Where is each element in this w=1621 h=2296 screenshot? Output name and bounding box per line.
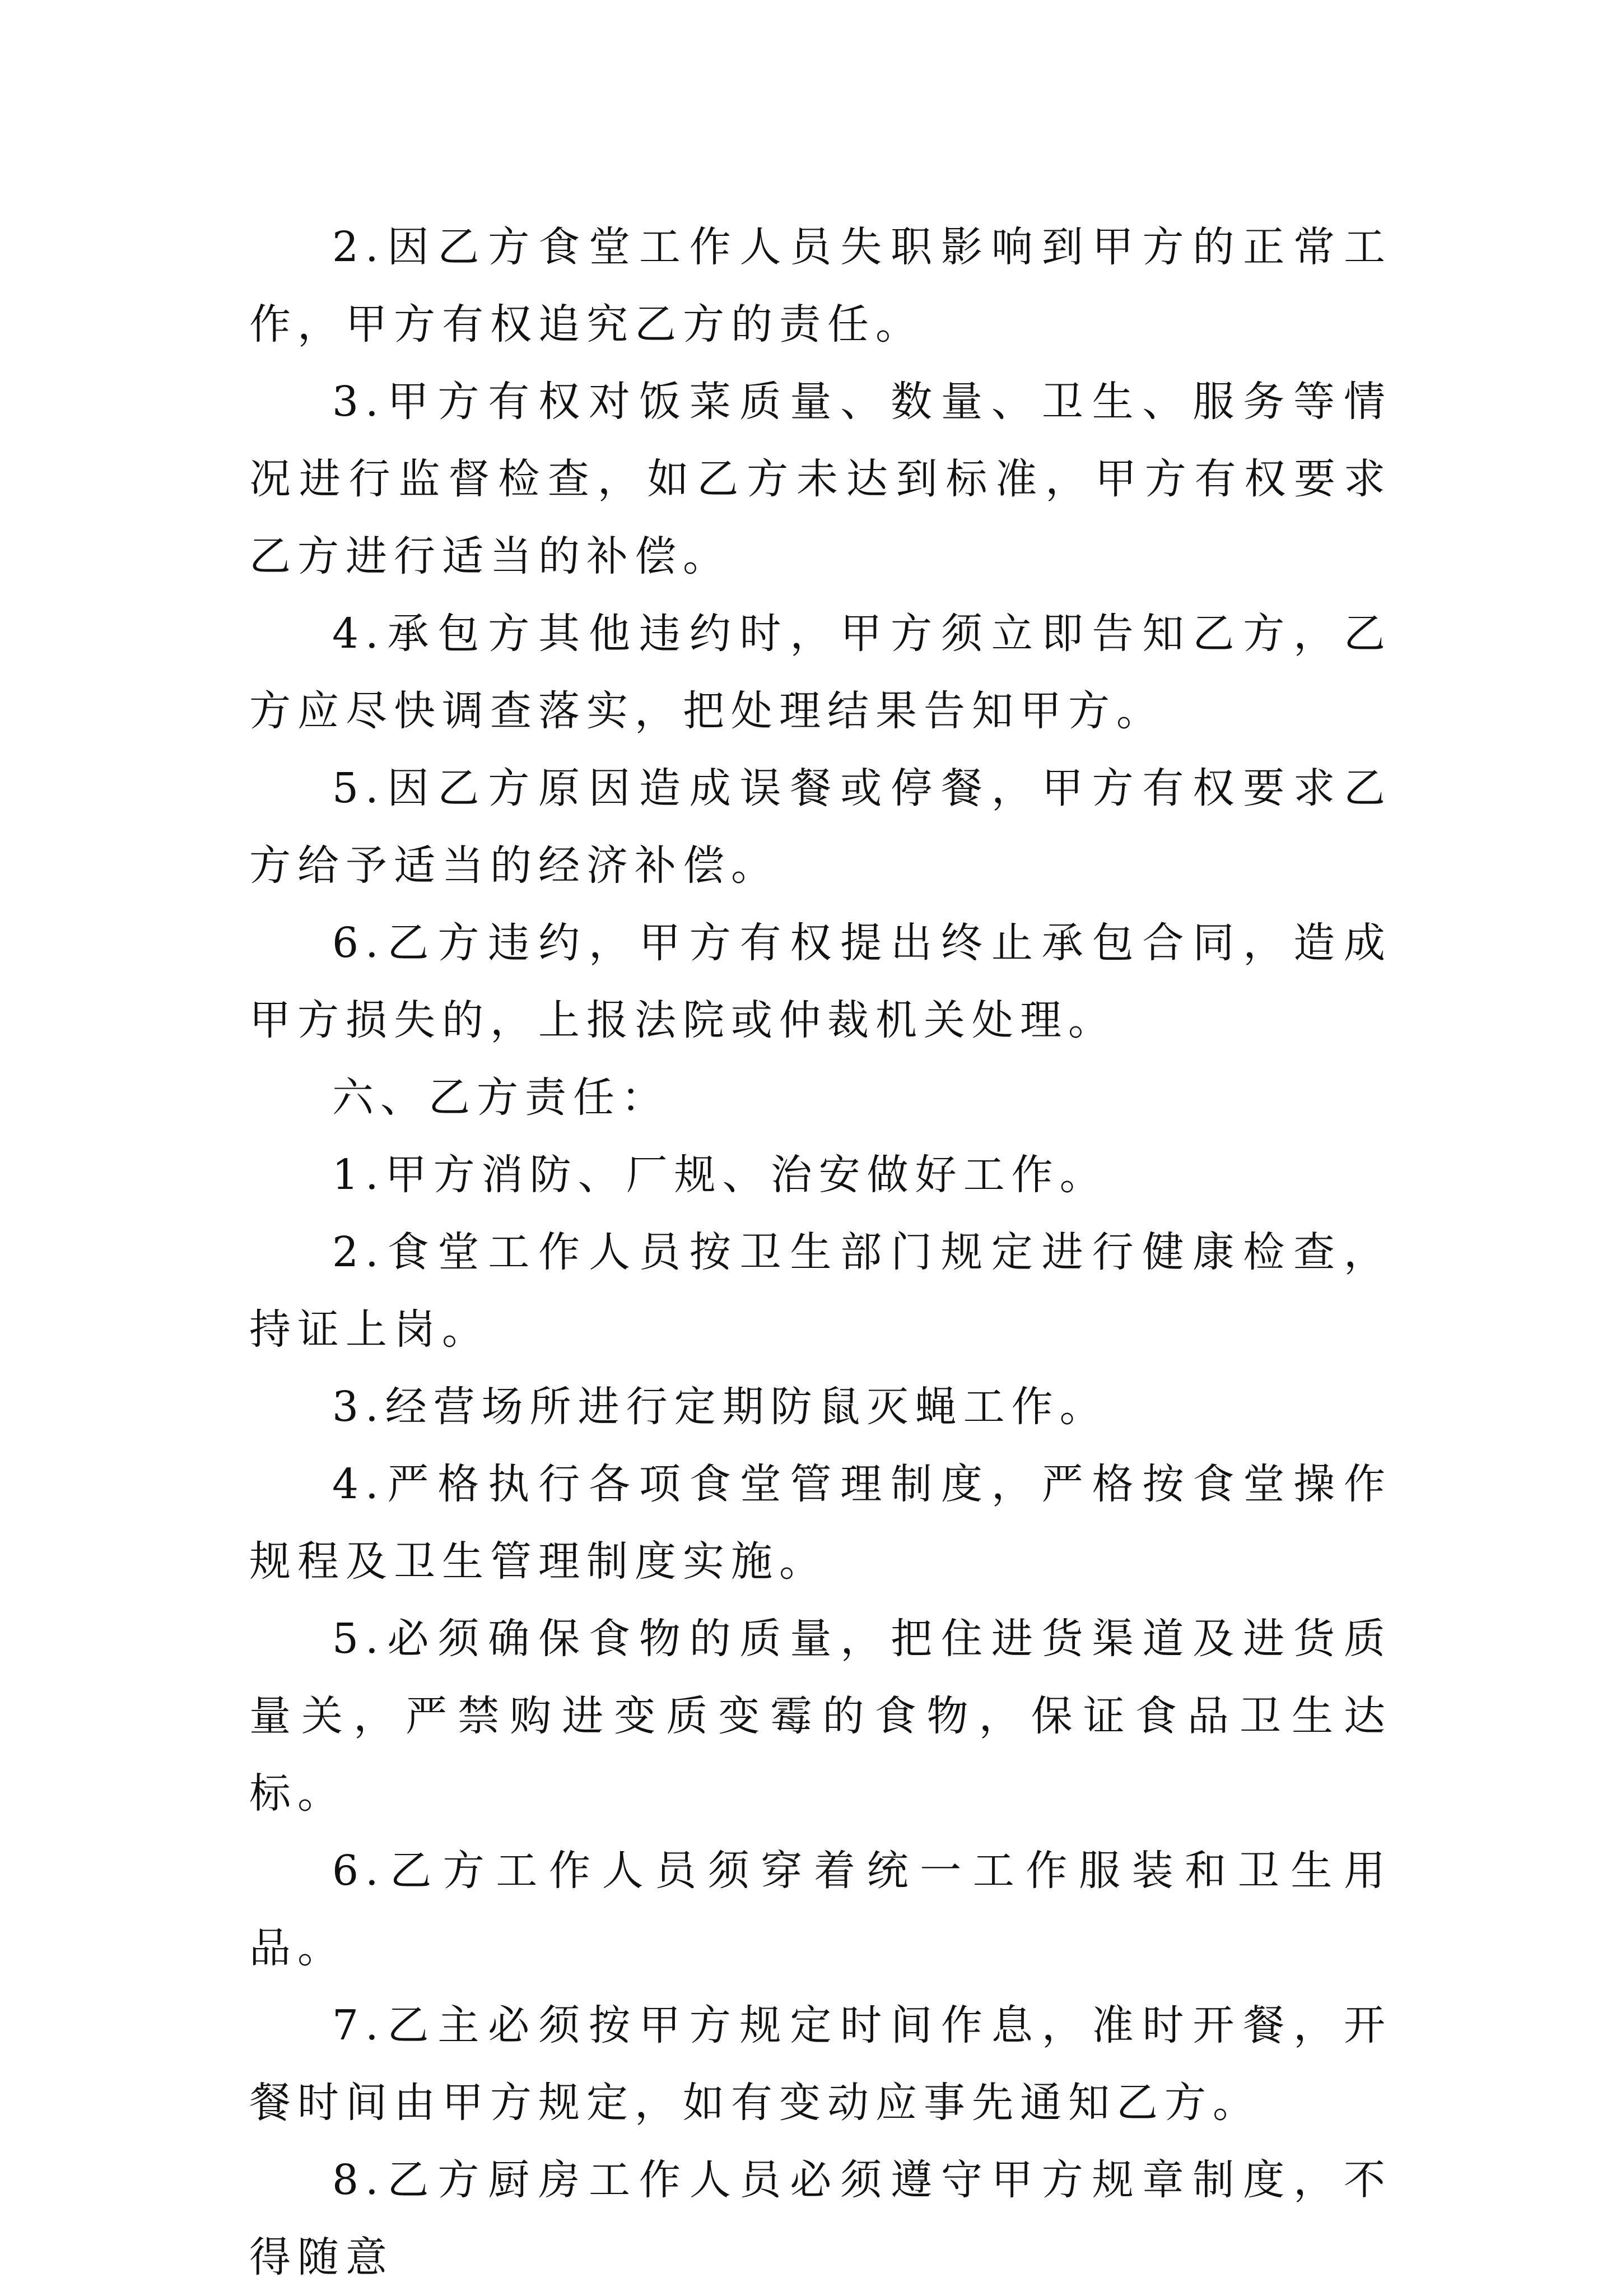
paragraph-clause-3: 3.甲方有权对饭菜质量、数量、卫生、服务等情况进行监督检查，如乙方未达到标准，甲方有权要求乙方进行适当的补偿。 <box>249 378 1392 580</box>
paragraph-duty-1: 1.甲方消防、厂规、治安做好工作。 <box>332 1151 1108 1199</box>
paragraph-duty-6: 6.乙方工作人员须穿着统一工作服装和卫生用品。 <box>249 1847 1392 1972</box>
paragraph-duty-2: 2.食堂工作人员按卫生部门规定进行健康检查，持证上岗。 <box>249 1228 1392 1354</box>
paragraph-duty-4: 4.严格执行各项食堂管理制度，严格按食堂操作规程及卫生管理制度实施。 <box>249 1460 1392 1586</box>
paragraph-duty-8: 8.乙方厨房工作人员必须遵守甲方规章制度，不得随意 <box>249 2156 1392 2281</box>
paragraph-clause-2: 2.因乙方食堂工作人员失职影响到甲方的正常工作，甲方有权追究乙方的责任。 <box>249 223 1392 348</box>
paragraph-duty-7: 7.乙主必须按甲方规定时间作息，准时开餐，开餐时间由甲方规定，如有变动应事先通知乙方。 <box>249 2001 1392 2127</box>
paragraph-clause-6: 6.乙方违约，甲方有权提出终止承包合同，造成甲方损失的，上报法院或仲裁机关处理。 <box>249 919 1392 1044</box>
paragraph-clause-4: 4.承包方其他违约时，甲方须立即告知乙方，乙方应尽快调查落实，把处理结果告知甲方。 <box>249 610 1392 735</box>
paragraph-duty-5: 5.必须确保食物的质量，把住进货渠道及进货质量关，严禁购进变质变霉的食物，保证食品卫生达标。 <box>249 1615 1392 1818</box>
section-heading-party-b-duties: 六、乙方责任： <box>332 1073 669 1122</box>
document-body <box>249 208 1392 2296</box>
paragraph-duty-3: 3.经营场所进行定期防鼠灭蝇工作。 <box>332 1383 1108 1431</box>
paragraph-clause-5: 5.因乙方原因造成误餐或停餐，甲方有权要求乙方给予适当的经济补偿。 <box>249 764 1392 890</box>
